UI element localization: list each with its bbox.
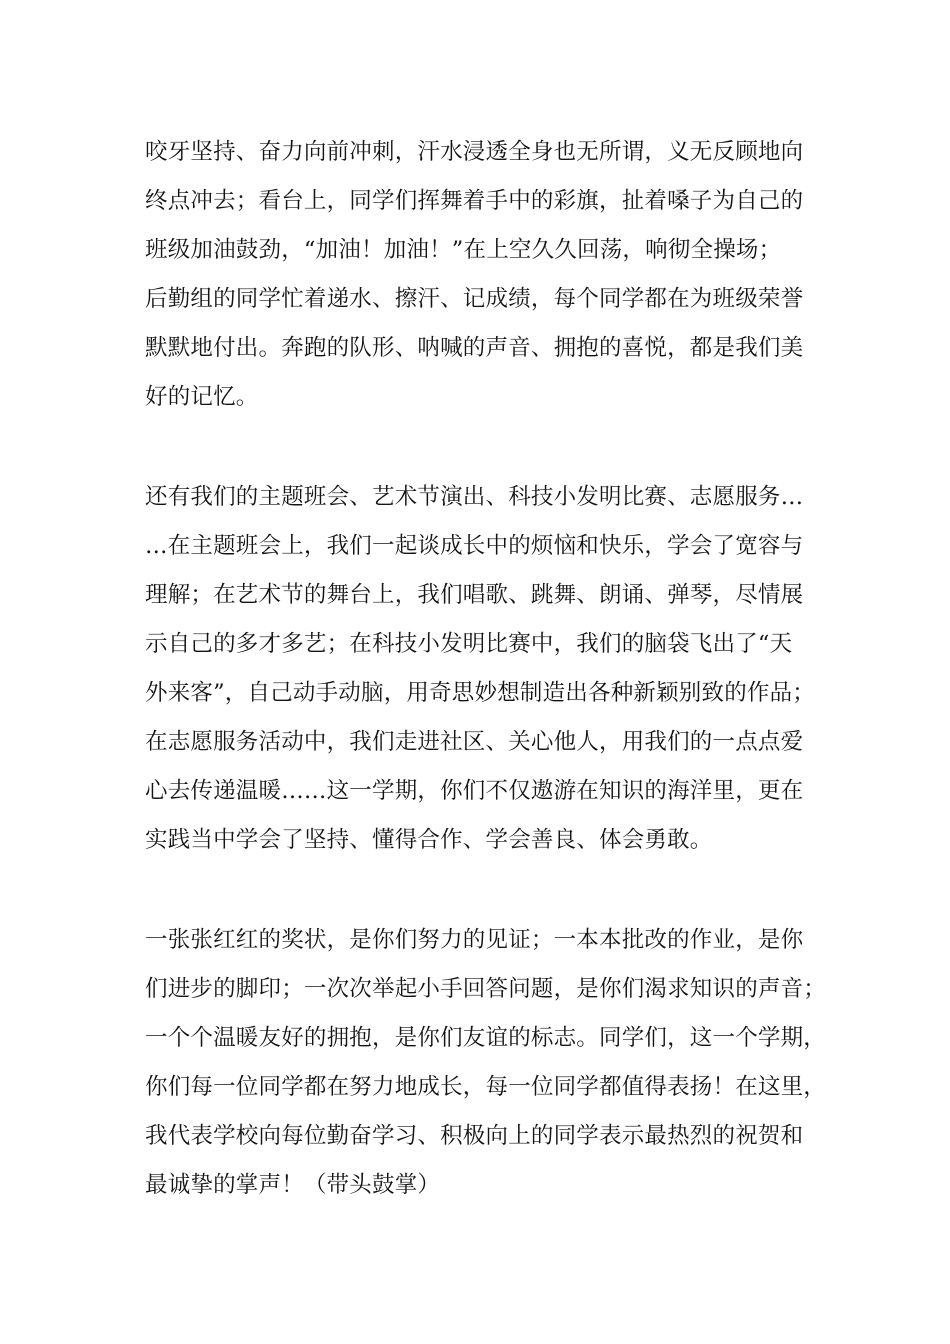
paragraph-sports-meet <box>145 128 835 422</box>
text-line: 们进步的脚印；一次次举起小手回答问题，是你们渴求知识的声音； <box>145 976 827 1002</box>
paragraph-activities <box>145 473 835 865</box>
text-line: 我代表学校向每位勤奋学习、积极向上的同学表示最热烈的祝贺和 <box>145 1123 804 1149</box>
text-line: 终点冲去；看台上，同学们挥舞着手中的彩旗，扯着嗓子为自己的 <box>145 188 804 214</box>
text-line: 后勤组的同学忙着递水、擦汗、记成绩，每个同学都在为班级荣誉 <box>145 286 804 312</box>
text-line: 在志愿服务活动中，我们走进社区、关心他人，用我们的一点点爱 <box>145 729 804 755</box>
text-line: 示自己的多才多艺；在科技小发明比赛中，我们的脑袋飞出了“天 <box>145 631 793 657</box>
text-line: 默默地付出。奔跑的队形、呐喊的声音、拥抱的喜悦，都是我们美 <box>145 335 804 361</box>
text-line: 心去传递温暖……这一学期，你们不仅遨游在知识的海洋里，更在 <box>145 778 804 804</box>
text-line: 最诚挚的掌声！（带头鼓掌） <box>145 1172 441 1198</box>
text-line: 咬牙坚持、奋力向前冲刺，汗水浸透全身也无所谓，义无反顾地向 <box>145 139 804 165</box>
text-line: …在主题班会上，我们一起谈成长中的烦恼和快乐，学会了宽容与 <box>145 533 804 559</box>
text-line: 一张张红红的奖状，是你们努力的见证；一本本批改的作业，是你 <box>145 927 804 953</box>
text-line: 你们每一位同学都在努力地成长，每一位同学都值得表扬！在这里， <box>145 1074 827 1100</box>
text-line: 好的记忆。 <box>145 384 259 410</box>
text-line: 理解；在艺术节的舞台上，我们唱歌、跳舞、朗诵、弹琴，尽情展 <box>145 582 804 608</box>
text-line: 实践当中学会了坚持、懂得合作、学会善良、体会勇敢。 <box>145 827 713 853</box>
text-line: 还有我们的主题班会、艺术节演出、科技小发明比赛、志愿服务… <box>145 484 804 510</box>
text-line: 一个个温暖友好的拥抱，是你们友谊的标志。同学们，这一个学期， <box>145 1025 827 1051</box>
text-line: 外来客”，自己动手动脑，用奇思妙想制造出各种新颖别致的作品； <box>145 680 816 706</box>
paragraph-praise <box>145 916 835 1210</box>
text-line: 班级加油鼓劲，“加油！加油！”在上空久久回荡，响彻全操场； <box>145 237 782 263</box>
